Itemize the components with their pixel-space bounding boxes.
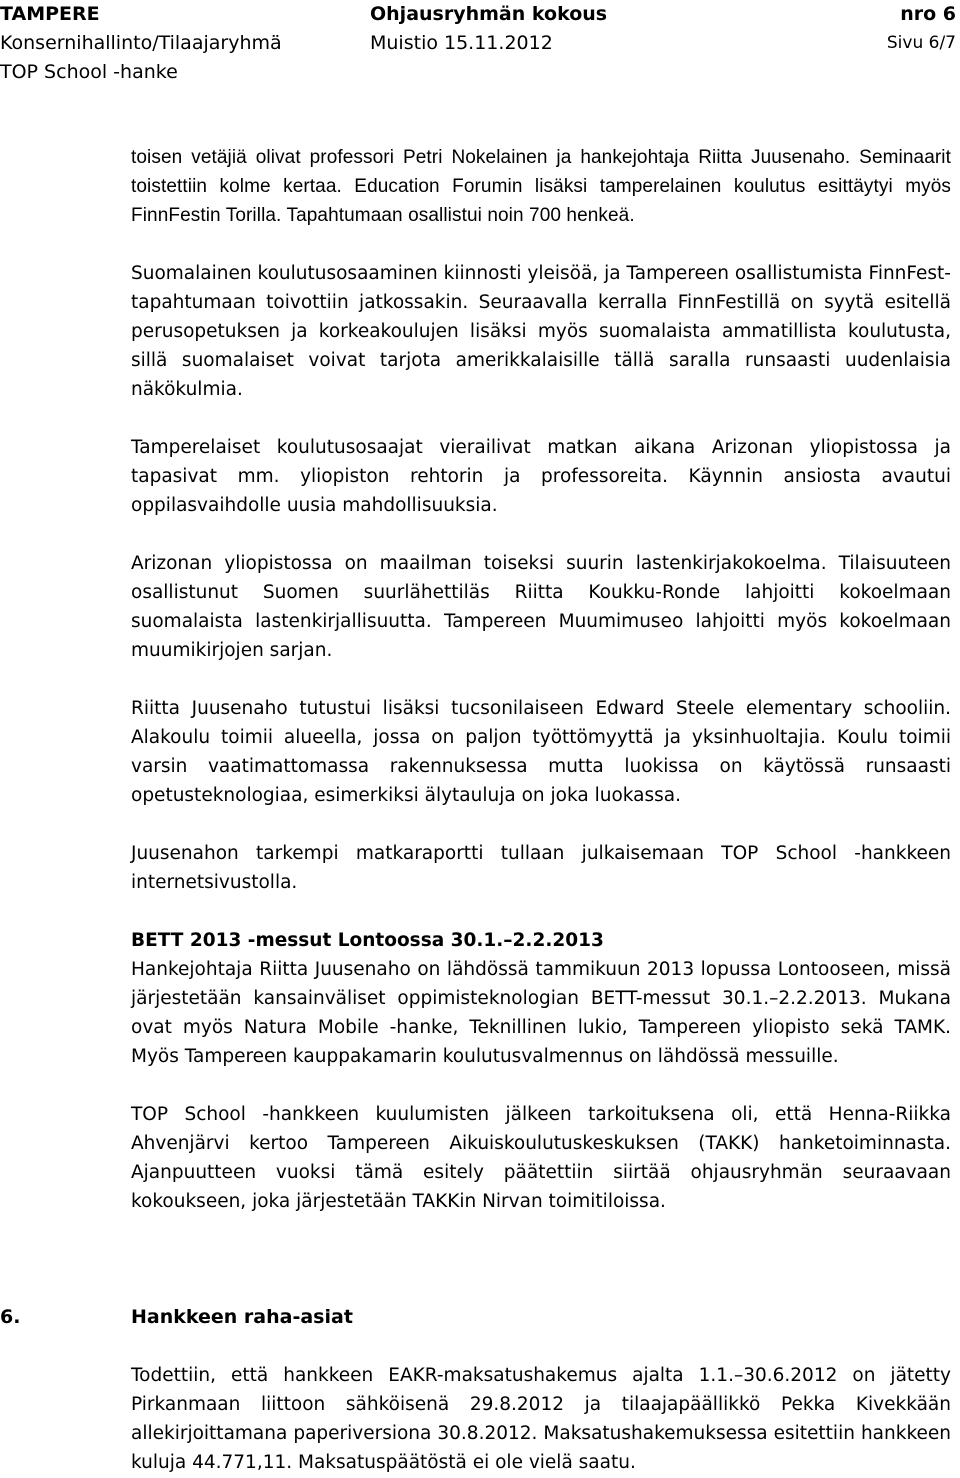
paragraph-arizona-visit: Tamperelaiset koulutusosaajat vierailivat matkan aikana Arizonan yliopistossa ja tapasivat mm. yliopiston rehtorin ja professoreita. Käynnin ansiosta avautui oppilasvaihdolle uusia mahdollisuuksia.	[131, 437, 951, 516]
header-row-1	[0, 0, 960, 29]
page-header	[0, 0, 960, 87]
paragraph-seminars: toisen vetäjiä olivat professori Petri Nokelainen ja hankejohtaja Riitta Juusenaho. Seminaarit toistettiin kolme kertaa. Education Forumin lisäksi tamperelainen koulutus esittäytyi myös FinnFestin Torilla. Tapahtumaan osallistui noin 700 henkeä.	[131, 147, 951, 226]
section-6-content	[131, 1361, 951, 1477]
section-title: Hankkeen raha-asiat	[131, 1306, 353, 1328]
header-organization: TAMPERE	[0, 3, 100, 25]
paragraph-payment-application: Todettiin, että hankkeen EAKR-maksatushakemus ajalta 1.1.–30.6.2012 on jätetty Pirkanmaan liittoon sähköisenä 29.8.2012 ja tilaajapäällikkö Pekka Kivekkään allekirjoittamana paperiversiona 30.8.2012. Maksatushakemuksessa esitettiin hankkeen kuluja 44.771,11. Maksatuspäätöstä ei ole vielä saatu.	[131, 1365, 951, 1473]
paragraph-takk-postponed: TOP School -hankkeen kuulumisten jälkeen tarkoituksena oli, että Henna-Riikka Ahvenjärvi kertoo Tampereen Aikuiskoulutuskeskuksen (TAKK) hanketoiminnasta. Ajanpuutteen vuoksi tämä esitely päätettiin siirtää ohjausryhmän seuraavaan kokoukseen, joka järjestetään TAKKin Nirvan toimitiloissa.	[131, 1104, 951, 1212]
header-row-3	[0, 58, 960, 87]
paragraph-childrens-book-collection: Arizonan yliopistossa on maailman toiseksi suurin lastenkirjakokoelma. Tilaisuuteen osallistunut Suomen suurlähettiläs Riitta Koukku-Ronde lahjoitti kokoelmaan suomalaista lastenkirjallisuutta. Tampereen Muumimuseo lahjoitti myös kokoelmaan muumikirjojen sarjan.	[131, 553, 951, 661]
header-row-2	[0, 29, 960, 58]
header-meeting-title: Ohjausryhmän kokous	[370, 3, 608, 25]
section-number: 6.	[0, 1306, 21, 1328]
paragraph-travel-report: Juusenahon tarkempi matkaraportti tullaan julkaisemaan TOP School -hankkeen internetsivustolla.	[131, 843, 951, 893]
header-meeting-number: nro 6	[900, 3, 956, 25]
header-project-name: TOP School -hanke	[0, 61, 178, 83]
header-memo-date: Muistio 15.11.2012	[370, 32, 553, 54]
section-6-heading	[0, 1303, 960, 1332]
bett-heading: BETT 2013 -messut Lontoossa 30.1.–2.2.2013	[131, 930, 604, 951]
paragraph-finnfest-interest: Suomalainen koulutusosaaminen kiinnosti yleisöä, ja Tampereen osallistumista FinnFest-tapahtumaan toivottiin jatkossakin. Seuraavalla kerralla FinnFestillä on syytä esitellä perusopetuksen ja korkeakoulujen lisäksi myös suomalaista ammatillista koulutusta, sillä suomalaiset voivat tarjota amerikkalaisille tällä saralla runsaasti uudenlaisia näkökulmia.	[131, 263, 951, 400]
header-department: Konsernihallinto/Tilaajaryhmä	[0, 32, 282, 54]
body-content	[131, 143, 951, 1216]
paragraph-bett-fair: Hankejohtaja Riitta Juusenaho on lähdössä tammikuun 2013 lopussa Lontooseen, missä järjestetään kansainväliset oppimisteknologian BETT-messut 30.1.–2.2.2013. Mukana ovat myös Natura Mobile -hanke, Teknillinen lukio, Tampereen yliopisto sekä TAMK. Myös Tampereen kauppakamarin koulutusvalmennus on lähdössä messuille.	[131, 959, 951, 1067]
header-page-number: Sivu 6/7	[886, 33, 956, 53]
paragraph-steele-school: Riitta Juusenaho tutustui lisäksi tucsonilaiseen Edward Steele elementary schooliin. Alakoulu toimii alueella, jossa on paljon työttömyyttä ja yksinhuoltajia. Koulu toimii varsin vaatimattomassa rakennuksessa mutta luokissa on käytössä runsaasti opetusteknologiaa, esimerkiksi älytauluja on joka luokassa.	[131, 698, 951, 806]
